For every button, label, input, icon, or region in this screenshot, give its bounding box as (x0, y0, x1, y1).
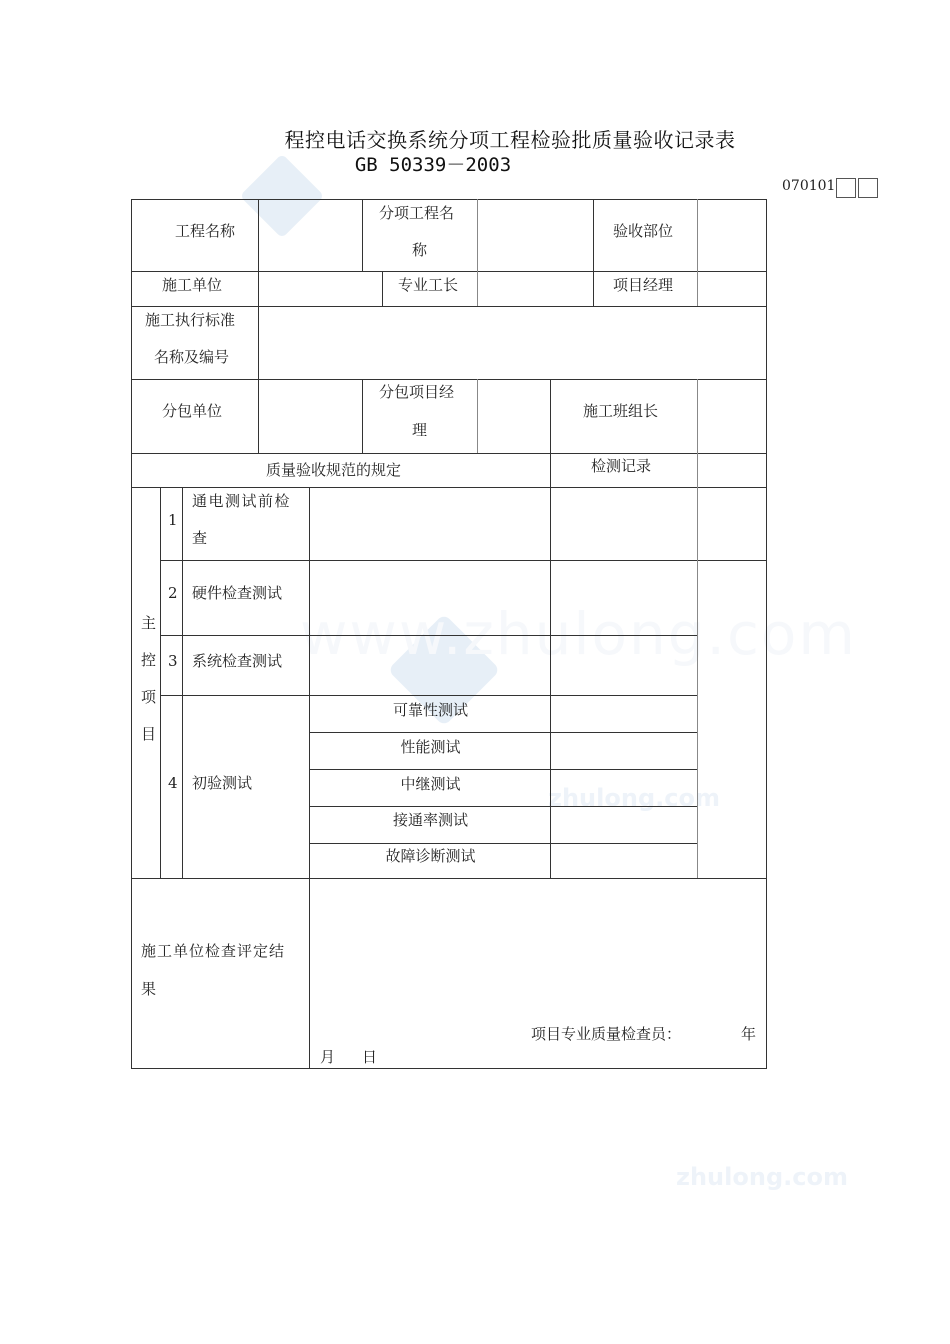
foreman-field[interactable] (479, 273, 592, 305)
item-4-sub-3-record[interactable] (552, 771, 696, 805)
col-line (697, 199, 698, 271)
row-line (160, 635, 697, 636)
col-line (550, 453, 551, 487)
year-label: 年 (741, 1025, 757, 1043)
col-line (550, 487, 551, 878)
item-2-name: 硬件检查测试 (192, 584, 283, 602)
subcontractor-field[interactable] (260, 381, 361, 452)
col-line (258, 379, 259, 453)
col-line (477, 379, 478, 453)
acceptance-part-label: 验收部位 (613, 222, 674, 240)
item-4-sub-2-label: 性能测试 (400, 738, 461, 756)
subproject-name-label-line2: 称 (412, 241, 428, 259)
col-line (160, 487, 161, 878)
col-line (697, 271, 698, 306)
item-3-name: 系统检查测试 (192, 652, 283, 670)
code-box-1[interactable] (836, 178, 856, 198)
row-line (131, 453, 766, 454)
sub-pm-label-line1: 分包项目经 (379, 383, 455, 401)
document-standard: GB 50339－2003 (354, 154, 512, 176)
item-4-sub-1-label: 可靠性测试 (392, 701, 468, 719)
item-1-name-line1: 通电测试前检 (192, 492, 292, 510)
items-2-4-extra-field[interactable] (699, 562, 765, 877)
col-line (362, 199, 363, 271)
document-title: 程控电话交换系统分项工程检验批质量验收记录表 (284, 128, 736, 152)
row-line (131, 878, 766, 879)
evaluation-label-line1: 施工单位检查评定结 (141, 942, 286, 960)
col-line (182, 487, 183, 878)
col-line (309, 878, 310, 1069)
project-manager-label: 项目经理 (613, 276, 674, 294)
row-line (131, 379, 766, 380)
table-border-right (766, 199, 767, 1069)
col-line (697, 487, 698, 878)
col-line (477, 199, 478, 271)
item-4-sub-5-label: 故障诊断测试 (385, 847, 476, 865)
record-header-extra[interactable] (699, 455, 765, 486)
day-label: 日 (362, 1048, 378, 1066)
item-3-spec-field[interactable] (311, 637, 549, 694)
col-line (477, 271, 478, 306)
subproject-name-field[interactable] (479, 201, 592, 270)
row-line (309, 732, 697, 733)
row-line (160, 560, 766, 561)
inspector-label: 项目专业质量检查员： (531, 1025, 682, 1043)
item-4-sub-2-record[interactable] (552, 734, 696, 768)
code-box-2[interactable] (858, 178, 878, 198)
item-1-spec-field[interactable] (311, 489, 549, 559)
item-4-name: 初验测试 (192, 774, 253, 792)
col-line (593, 271, 594, 306)
form-code: 070101 (782, 178, 836, 194)
main-control-label-char1: 主 (141, 614, 157, 632)
item-4-sub-1-record[interactable] (552, 697, 696, 731)
col-line (382, 271, 383, 306)
subcontractor-label: 分包单位 (162, 402, 223, 420)
main-control-label-char2: 控 (141, 651, 157, 669)
table-border-top (131, 199, 766, 200)
team-leader-label: 施工班组长 (583, 402, 659, 420)
inspector-signature-field[interactable] (690, 1020, 735, 1046)
table-border-left (131, 199, 132, 1069)
standard-label-line1: 施工执行标准 (145, 311, 236, 329)
col-line (258, 199, 259, 271)
item-1-extra-field[interactable] (699, 489, 765, 559)
table-border-bottom (131, 1068, 766, 1069)
item-2-number: 2 (168, 584, 178, 602)
item-4-sub-4-label: 接通率测试 (392, 811, 468, 829)
row-line (131, 306, 766, 307)
item-4-number: 4 (168, 774, 178, 792)
evaluation-field[interactable] (311, 880, 765, 1015)
construction-unit-field[interactable] (260, 273, 381, 305)
month-label: 月 (320, 1048, 336, 1066)
watermark-text-lower: zhulong.com (548, 784, 720, 812)
row-line (160, 695, 697, 696)
project-manager-field[interactable] (699, 273, 765, 305)
project-name-field[interactable] (260, 201, 361, 270)
item-4-sub-3-label: 中继测试 (400, 775, 461, 793)
col-line (697, 379, 698, 453)
acceptance-part-field[interactable] (699, 201, 765, 270)
item-4-sub-5-record[interactable] (552, 845, 696, 877)
row-line (131, 487, 766, 488)
record-header-label: 检测记录 (591, 457, 652, 475)
evaluation-label-line2: 果 (141, 980, 157, 998)
item-1-record-field[interactable] (552, 489, 696, 559)
col-line (258, 271, 259, 306)
item-2-spec-field[interactable] (311, 562, 549, 634)
row-line (309, 806, 697, 807)
main-control-label-char3: 项 (141, 688, 157, 706)
col-line (309, 487, 310, 878)
row-line (309, 843, 697, 844)
item-1-number: 1 (168, 511, 178, 529)
col-line (697, 453, 698, 487)
col-line (258, 306, 259, 379)
main-control-label-char4: 目 (141, 725, 157, 743)
item-1-name-line2: 查 (192, 529, 208, 547)
item-2-record-field[interactable] (552, 562, 696, 634)
col-line (362, 379, 363, 453)
sub-pm-field[interactable] (479, 381, 549, 452)
foreman-label: 专业工长 (398, 276, 459, 294)
project-name-label: 工程名称 (175, 222, 236, 240)
sub-pm-label-line2: 理 (412, 421, 428, 439)
subproject-name-label-line1: 分项工程名 (379, 204, 455, 222)
standard-label-line2: 名称及编号 (154, 348, 230, 366)
row-line (309, 769, 697, 770)
item-4-sub-4-record[interactable] (552, 808, 696, 842)
col-line (550, 379, 551, 453)
row-line (131, 271, 766, 272)
spec-header-label: 质量验收规范的规定 (266, 461, 402, 479)
item-3-record-field[interactable] (552, 637, 696, 694)
col-line (593, 199, 594, 271)
watermark-text-bottom: zhulong.com (676, 1163, 848, 1191)
standard-field[interactable] (260, 308, 765, 378)
construction-unit-label: 施工单位 (162, 276, 223, 294)
item-3-number: 3 (168, 652, 178, 670)
team-leader-field[interactable] (699, 381, 765, 452)
watermark-text-mid: www.zhulong.com (300, 600, 857, 668)
